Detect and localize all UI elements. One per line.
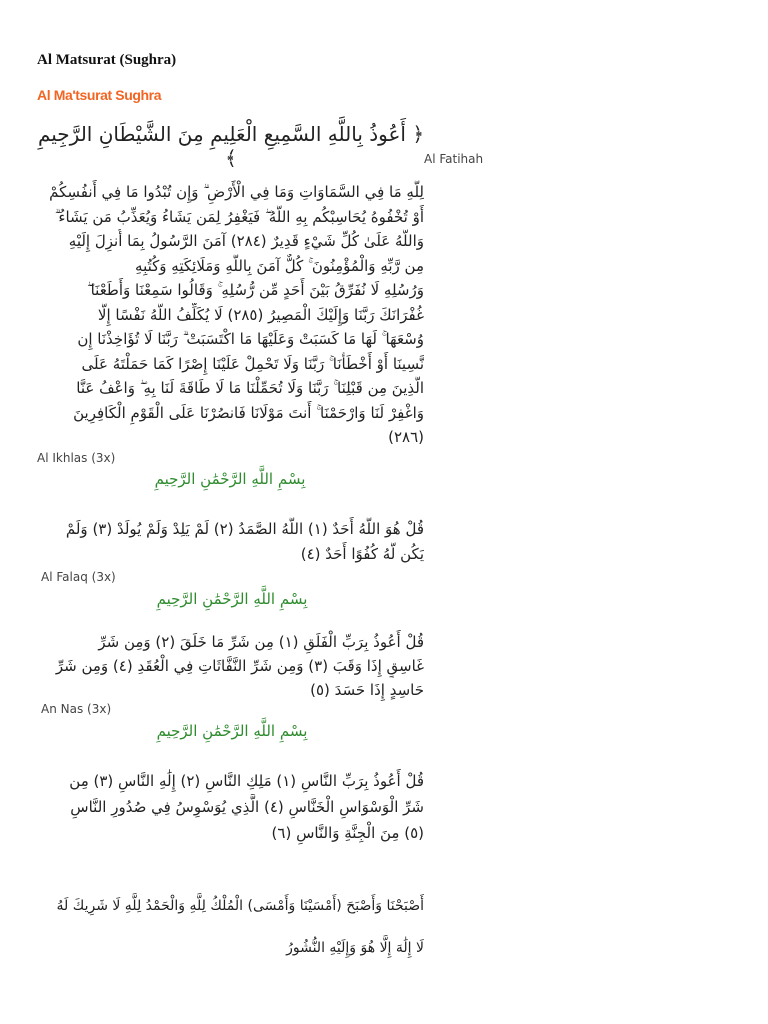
verse-line: قُلْ أَعُوذُ بِرَبِّ الْفَلَقِ (١) مِن شَرِّ مَا خَلَقَ (٢) وَمِن شَرِّ [98, 633, 424, 651]
verse-line: وُسْعَهَا ۚ لَهَا مَا كَسَبَتْ وَعَلَيْهَا مَا اكْتَسَبَتْ ۗ رَبَّنَا لَا تُؤَاخِذْنَا إِن [77, 330, 424, 348]
taawwudh-text: ﴿ أَعُوذُ بِاللَّهِ السَّمِيعِ الْعَلِيمِ مِنَ الشَّيْطَانِ الرَّجِيمِ ﴾ [37, 122, 425, 170]
verse-line: مِن رَّبِّهِ وَالْمُؤْمِنُونَ ۚ كُلٌّ آمَنَ بِاللَّهِ وَمَلَائِكَتِهِ وَكُتُبِهِ [135, 256, 424, 275]
verse-line: غُفْرَانَكَ رَبَّنَا وَإِلَيْكَ الْمَصِيرُ (٢٨٥) لَا يُكَلِّفُ اللَّهُ نَفْسًا إِلَّا [97, 305, 424, 324]
verse-line: نَّسِينَا أَوْ أَخْطَأْنَا ۚ رَبَّنَا وَلَا تَحْمِلْ عَلَيْنَا إِصْرًا كَمَا حَمَلْتَهُ عَلَى [81, 354, 424, 373]
basmala-ikhlas: بِسْمِ اللَّهِ الرَّحْمَٰنِ الرَّحِيمِ [154, 470, 306, 488]
al-fatihah-text [40, 180, 424, 450]
verse-line: لِلَّهِ مَا فِي السَّمَاوَاتِ وَمَا فِي الْأَرْضِ ۗ وَإِن تُبْدُوا مَا فِي أَنفُسِكُمْ [49, 183, 424, 201]
basmala-nas: بِسْمِ اللَّهِ الرَّحْمَٰنِ الرَّحِيمِ [156, 722, 308, 740]
verse-line: قُلْ هُوَ اللَّهُ أَحَدٌ (١) اللَّهُ الصَّمَدُ (٢) لَمْ يَلِدْ وَلَمْ يُولَدْ (٣) وَلَمْ [65, 520, 424, 538]
morning-dua-text [40, 885, 424, 969]
verse-line: شَرِّ الْوَسْوَاسِ الْخَنَّاسِ (٤) الَّذِي يُوَسْوِسُ فِي صُدُورِ النَّاسِ [70, 798, 424, 816]
verse-line: أَوْ تُخْفُوهُ يُحَاسِبْكُم بِهِ اللَّهُ ۖ فَيَغْفِرُ لِمَن يَشَاءُ وَيُعَذِّبُ مَن يَشَاءُ ۗ [54, 207, 424, 226]
document-title: Al Matsurat (Sughra) [37, 52, 177, 68]
verse-line: يَكُن لَّهُ كُفُوًا أَحَدٌ (٤) [300, 545, 424, 563]
verse-line: وَاغْفِرْ لَنَا وَارْحَمْنَا ۚ أَنتَ مَوْلَانَا فَانصُرْنَا عَلَى الْقَوْمِ الْكَافِرِينَ [73, 403, 424, 422]
al-falaq-text [40, 630, 424, 702]
al-ikhlas-text [40, 517, 424, 567]
verse-line: (٢٨٦) [388, 428, 424, 446]
label-al-falaq: Al Falaq (3x) [41, 570, 116, 584]
verse-line: (٥) مِنَ الْجِنَّةِ وَالنَّاسِ (٦) [271, 824, 424, 842]
label-al-fatihah: Al Fatihah [424, 152, 484, 166]
verse-line: وَرُسُلِهِ لَا نُفَرِّقُ بَيْنَ أَحَدٍ مِّن رُّسُلِهِ ۚ وَقَالُوا سَمِعْنَا وَأَطَعْنَا ۖ [86, 281, 424, 299]
verse-line: حَاسِدٍ إِذَا حَسَدَ (٥) [310, 681, 424, 699]
verse-line: الَّذِينَ مِن قَبْلِنَا ۚ رَبَّنَا وَلَا تُحَمِّلْنَا مَا لَا طَاقَةَ لَنَا بِهِ ۖ وَاعْفُ عَنَّا [76, 379, 424, 397]
verse-line: قُلْ أَعُوذُ بِرَبِّ النَّاسِ (١) مَلِكِ النَّاسِ (٢) إِلَٰهِ النَّاسِ (٣) مِن [69, 772, 424, 790]
document-subtitle: Al Ma'tsurat Sughra [37, 87, 162, 103]
label-al-ikhlas: Al Ikhlas (3x) [37, 451, 116, 465]
dua-line: أَصْبَحْنَا وَأَصْبَحَ (أَمْسَيْنَا وَأَمْسَى) الْمُلْكُ لِلَّهِ وَالْحَمْدُ لِلَّهِ لَا شَرِيكَ لَهُ [56, 898, 424, 914]
label-an-nas: An Nas (3x) [41, 702, 112, 716]
verse-line: غَاسِقٍ إِذَا وَقَبَ (٣) وَمِن شَرِّ النَّفَّاثَاتِ فِي الْعُقَدِ (٤) وَمِن شَرِّ [55, 657, 424, 675]
basmala-falaq: بِسْمِ اللَّهِ الرَّحْمَٰنِ الرَّحِيمِ [156, 590, 308, 608]
dua-line: لَا إِلَٰهَ إِلَّا هُوَ وَإِلَيْهِ النُّشُورُ [286, 940, 424, 956]
an-nas-text [40, 768, 424, 846]
verse-line: وَاللَّهُ عَلَىٰ كُلِّ شَيْءٍ قَدِيرٌ (٢٨٤) آمَنَ الرَّسُولُ بِمَا أُنزِلَ إِلَيْهِ [68, 232, 424, 250]
